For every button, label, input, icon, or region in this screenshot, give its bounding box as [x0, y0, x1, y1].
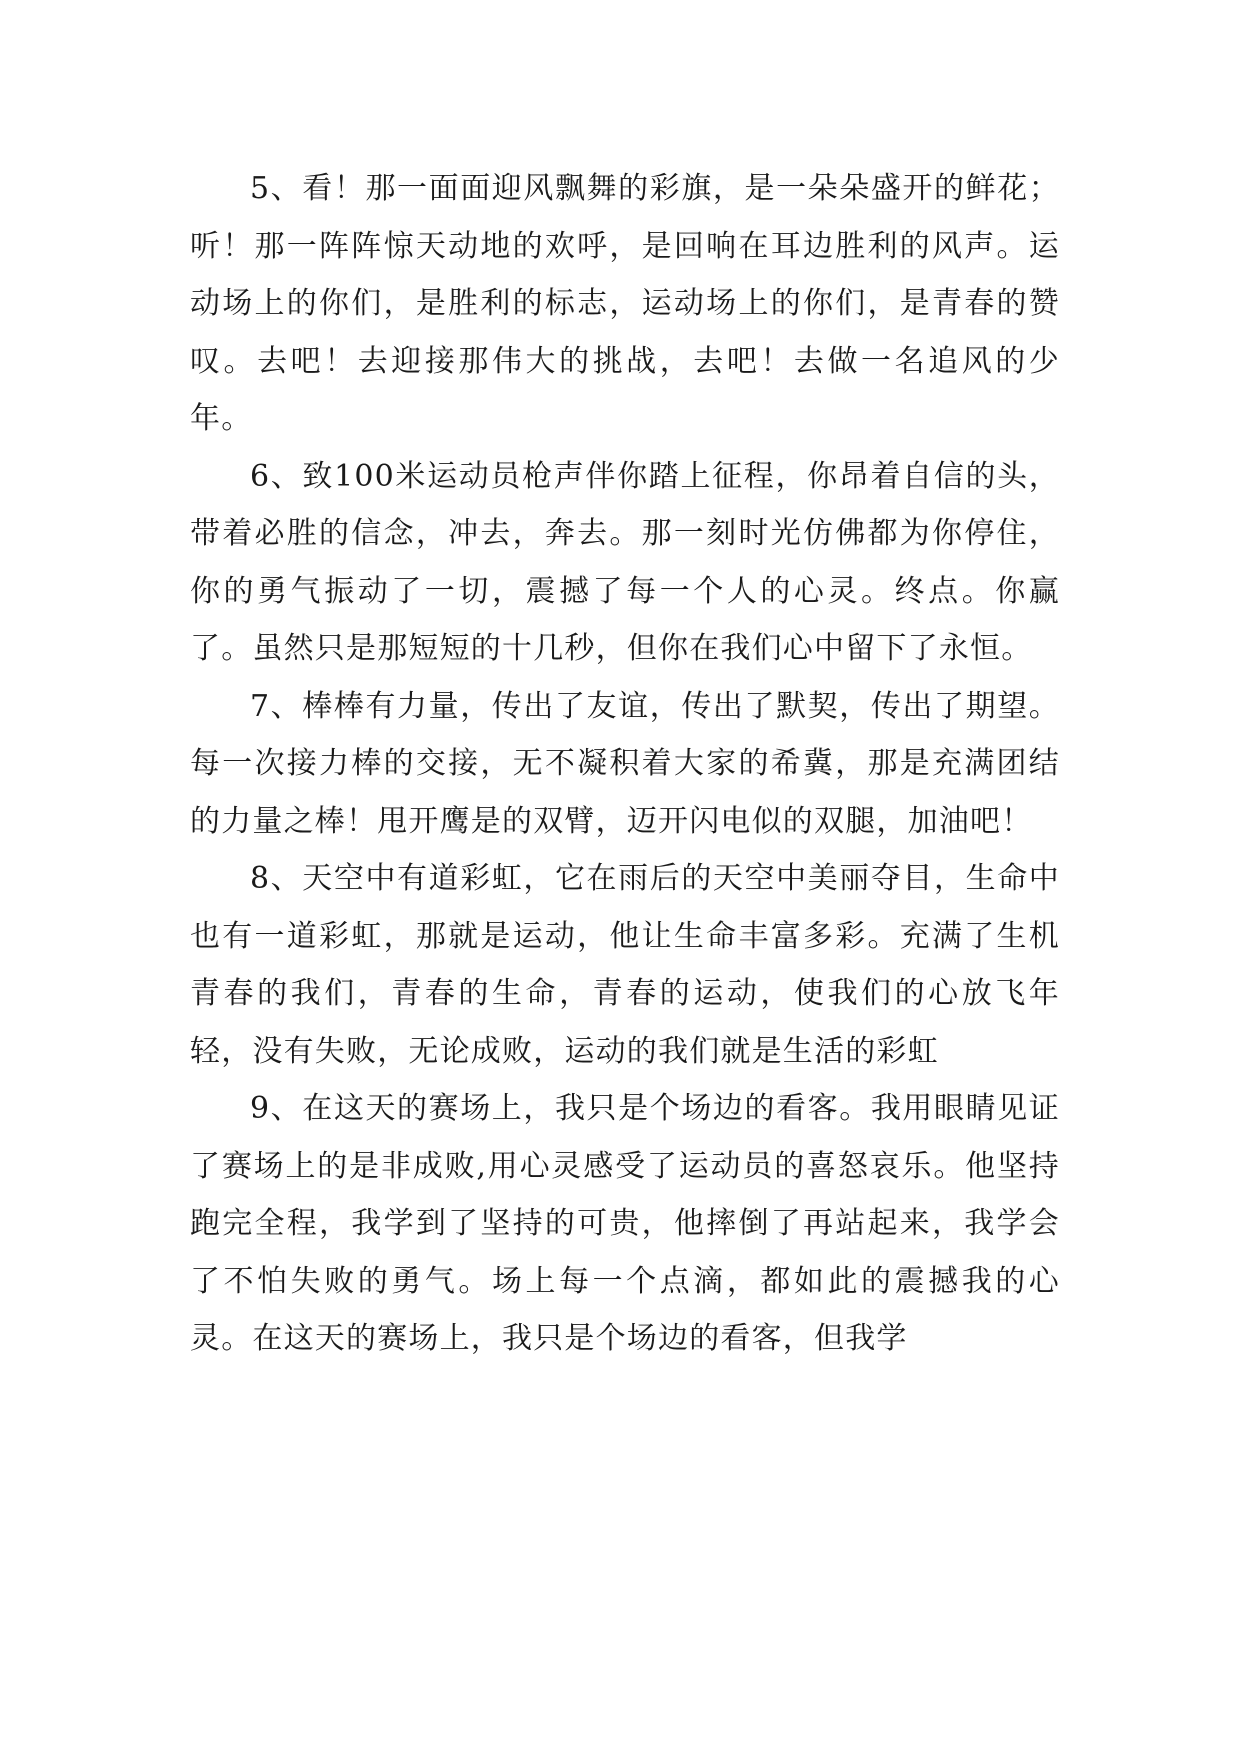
paragraph-9: 9、在这天的赛场上，我只是个场边的看客。我用眼睛见证了赛场上的是非成败,用心灵感受了运动员的喜怒哀乐。他坚持跑完全程，我学到了坚持的可贵，他摔倒了再站起来，我学会了不怕失败的勇气。场上每一个点滴，都如此的震撼我的心灵。在这天的赛场上，我只是个场边的看客，但我学 — [190, 1091, 1060, 1356]
document-body — [190, 160, 1060, 1368]
paragraph-8: 8、天空中有道彩虹，它在雨后的天空中美丽夺目，生命中也有一道彩虹，那就是运动，他让生命丰富多彩。充满了生机青春的我们，青春的生命，青春的运动，使我们的心放飞年轻，没有失败，无论成败，运动的我们就是生活的彩虹 — [190, 861, 1060, 1069]
paragraph-6: 6、致100米运动员枪声伴你踏上征程，你昂着自信的头，带着必胜的信念，冲去，奔去。那一刻时光仿佛都为你停住，你的勇气振动了一切，震撼了每一个人的心灵。终点。你赢了。虽然只是那短短的十几秒，但你在我们心中留下了永恒。 — [190, 458, 1060, 666]
paragraph-5: 5、看！那一面面迎风飘舞的彩旗，是一朵朵盛开的鲜花；听！那一阵阵惊天动地的欢呼，是回响在耳边胜利的风声。运动场上的你们，是胜利的标志，运动场上的你们，是青春的赞叹。去吧！去迎接那伟大的挑战，去吧！去做一名追风的少年。 — [190, 171, 1060, 436]
paragraph-7: 7、棒棒有力量，传出了友谊，传出了默契，传出了期望。每一次接力棒的交接，无不凝积着大家的希冀，那是充满团结的力量之棒！甩开鹰是的双臂，迈开闪电似的双腿，加油吧！ — [190, 688, 1060, 839]
